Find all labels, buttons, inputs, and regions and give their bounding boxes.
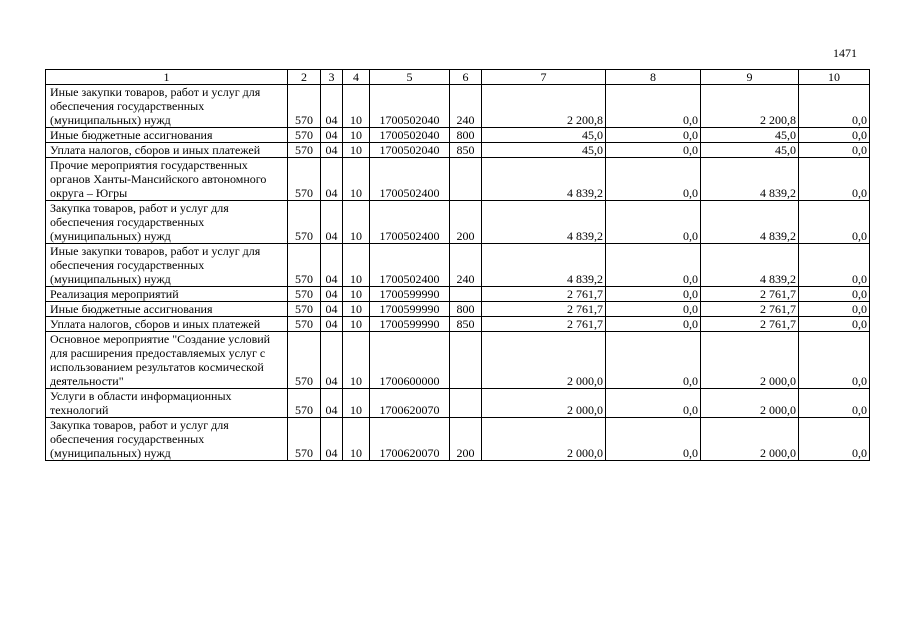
row-cell: 0,0 — [799, 85, 870, 128]
row-cell: 1700600000 — [370, 332, 450, 389]
row-cell: 10 — [343, 389, 370, 418]
column-header: 1 — [46, 70, 288, 85]
row-cell: 0,0 — [799, 317, 870, 332]
row-name-cell: Основное мероприятие "Создание условий для расширения предоставляемых услуг с использованием результатов космической деятельности" — [46, 332, 288, 389]
row-cell: 1700502400 — [370, 201, 450, 244]
row-cell: 570 — [288, 332, 321, 389]
row-cell: 1700502400 — [370, 244, 450, 287]
row-name-cell: Иные бюджетные ассигнования — [46, 128, 288, 143]
row-cell: 1700502040 — [370, 128, 450, 143]
row-cell: 4 839,2 — [701, 201, 799, 244]
row-cell: 0,0 — [606, 143, 701, 158]
row-cell: 0,0 — [606, 244, 701, 287]
row-name-cell: Закупка товаров, работ и услуг для обеспечения государственных (муниципальных) нужд — [46, 418, 288, 461]
row-cell: 2 761,7 — [482, 287, 606, 302]
row-cell — [450, 158, 482, 201]
row-cell: 10 — [343, 287, 370, 302]
row-cell: 10 — [343, 85, 370, 128]
table-row — [46, 244, 870, 287]
table-row — [46, 128, 870, 143]
column-header: 3 — [321, 70, 343, 85]
row-cell: 0,0 — [799, 287, 870, 302]
row-cell: 2 000,0 — [701, 418, 799, 461]
row-cell: 1700502400 — [370, 158, 450, 201]
table-row — [46, 201, 870, 244]
row-cell: 570 — [288, 418, 321, 461]
row-cell: 04 — [321, 128, 343, 143]
row-cell: 2 000,0 — [482, 389, 606, 418]
column-header: 9 — [701, 70, 799, 85]
row-cell: 04 — [321, 158, 343, 201]
row-cell: 10 — [343, 418, 370, 461]
row-cell: 1700599990 — [370, 317, 450, 332]
table-row — [46, 143, 870, 158]
row-cell: 200 — [450, 201, 482, 244]
row-cell — [450, 389, 482, 418]
row-cell: 45,0 — [701, 143, 799, 158]
row-cell: 10 — [343, 158, 370, 201]
row-cell: 04 — [321, 143, 343, 158]
row-name-cell: Закупка товаров, работ и услуг для обеспечения государственных (муниципальных) нужд — [46, 201, 288, 244]
row-cell: 800 — [450, 302, 482, 317]
table-row — [46, 302, 870, 317]
row-name-cell: Иные закупки товаров, работ и услуг для обеспечения государственных (муниципальных) нужд — [46, 85, 288, 128]
row-cell: 240 — [450, 244, 482, 287]
table-row — [46, 332, 870, 389]
column-header: 8 — [606, 70, 701, 85]
row-cell: 10 — [343, 128, 370, 143]
row-cell: 10 — [343, 332, 370, 389]
column-header: 6 — [450, 70, 482, 85]
row-cell: 2 200,8 — [701, 85, 799, 128]
row-cell: 0,0 — [799, 389, 870, 418]
table-row — [46, 158, 870, 201]
row-cell: 45,0 — [701, 128, 799, 143]
row-cell — [450, 287, 482, 302]
row-cell: 2 000,0 — [701, 389, 799, 418]
row-cell: 240 — [450, 85, 482, 128]
row-cell: 570 — [288, 389, 321, 418]
row-cell: 2 000,0 — [482, 332, 606, 389]
row-cell: 04 — [321, 244, 343, 287]
row-cell: 1700599990 — [370, 302, 450, 317]
row-cell: 0,0 — [799, 128, 870, 143]
row-cell: 1700620070 — [370, 418, 450, 461]
row-name-cell: Реализация мероприятий — [46, 287, 288, 302]
row-cell: 0,0 — [799, 332, 870, 389]
table-row — [46, 287, 870, 302]
row-cell: 0,0 — [606, 418, 701, 461]
column-number-header — [46, 70, 870, 85]
row-cell: 2 761,7 — [701, 287, 799, 302]
row-cell: 04 — [321, 302, 343, 317]
row-cell: 570 — [288, 201, 321, 244]
row-cell: 0,0 — [606, 85, 701, 128]
row-cell: 2 000,0 — [701, 332, 799, 389]
column-header: 10 — [799, 70, 870, 85]
row-cell: 2 761,7 — [701, 302, 799, 317]
row-cell: 2 761,7 — [482, 317, 606, 332]
row-cell: 570 — [288, 244, 321, 287]
row-cell: 0,0 — [799, 244, 870, 287]
row-cell: 10 — [343, 201, 370, 244]
row-cell: 0,0 — [606, 317, 701, 332]
table-row — [46, 85, 870, 128]
row-cell: 45,0 — [482, 128, 606, 143]
table-row — [46, 418, 870, 461]
row-cell — [450, 332, 482, 389]
row-cell: 570 — [288, 158, 321, 201]
row-cell: 570 — [288, 143, 321, 158]
row-cell: 10 — [343, 244, 370, 287]
budget-table — [45, 69, 870, 461]
row-cell: 04 — [321, 287, 343, 302]
row-cell: 1700599990 — [370, 287, 450, 302]
row-cell: 200 — [450, 418, 482, 461]
row-cell: 570 — [288, 128, 321, 143]
row-cell: 0,0 — [606, 128, 701, 143]
row-cell: 0,0 — [606, 332, 701, 389]
row-cell: 0,0 — [799, 143, 870, 158]
row-cell: 0,0 — [799, 418, 870, 461]
row-cell: 45,0 — [482, 143, 606, 158]
column-header: 5 — [370, 70, 450, 85]
row-cell: 2 000,0 — [482, 418, 606, 461]
row-cell: 2 761,7 — [482, 302, 606, 317]
row-name-cell: Уплата налогов, сборов и иных платежей — [46, 143, 288, 158]
table-row — [46, 317, 870, 332]
row-cell: 1700620070 — [370, 389, 450, 418]
column-header: 4 — [343, 70, 370, 85]
row-cell: 04 — [321, 317, 343, 332]
row-cell: 4 839,2 — [701, 158, 799, 201]
row-cell: 04 — [321, 201, 343, 244]
column-header: 2 — [288, 70, 321, 85]
page-number: 1471 — [833, 46, 857, 60]
row-cell: 10 — [343, 143, 370, 158]
row-cell: 850 — [450, 143, 482, 158]
row-cell: 4 839,2 — [482, 201, 606, 244]
row-cell: 04 — [321, 85, 343, 128]
row-name-cell: Иные закупки товаров, работ и услуг для обеспечения государственных (муниципальных) нужд — [46, 244, 288, 287]
row-cell: 04 — [321, 332, 343, 389]
row-cell: 04 — [321, 389, 343, 418]
row-cell: 1700502040 — [370, 85, 450, 128]
row-cell: 0,0 — [799, 158, 870, 201]
row-cell: 04 — [321, 418, 343, 461]
row-cell: 850 — [450, 317, 482, 332]
column-header: 7 — [482, 70, 606, 85]
row-cell: 0,0 — [606, 287, 701, 302]
row-cell: 0,0 — [606, 201, 701, 244]
table-body — [46, 85, 870, 461]
row-name-cell: Прочие мероприятия государственных органов Ханты-Мансийского автономного округа – Югры — [46, 158, 288, 201]
row-cell: 0,0 — [799, 201, 870, 244]
row-cell: 0,0 — [606, 158, 701, 201]
row-cell: 570 — [288, 85, 321, 128]
row-cell: 800 — [450, 128, 482, 143]
row-cell: 4 839,2 — [482, 244, 606, 287]
row-cell: 4 839,2 — [701, 244, 799, 287]
row-cell: 570 — [288, 287, 321, 302]
row-cell: 4 839,2 — [482, 158, 606, 201]
row-name-cell: Услуги в области информационных технологий — [46, 389, 288, 418]
row-cell: 0,0 — [606, 302, 701, 317]
row-name-cell: Уплата налогов, сборов и иных платежей — [46, 317, 288, 332]
row-cell: 2 200,8 — [482, 85, 606, 128]
row-name-cell: Иные бюджетные ассигнования — [46, 302, 288, 317]
row-cell: 0,0 — [606, 389, 701, 418]
row-cell: 570 — [288, 317, 321, 332]
row-cell: 1700502040 — [370, 143, 450, 158]
table-row — [46, 389, 870, 418]
row-cell: 10 — [343, 302, 370, 317]
row-cell: 2 761,7 — [701, 317, 799, 332]
row-cell: 0,0 — [799, 302, 870, 317]
row-cell: 570 — [288, 302, 321, 317]
row-cell: 10 — [343, 317, 370, 332]
